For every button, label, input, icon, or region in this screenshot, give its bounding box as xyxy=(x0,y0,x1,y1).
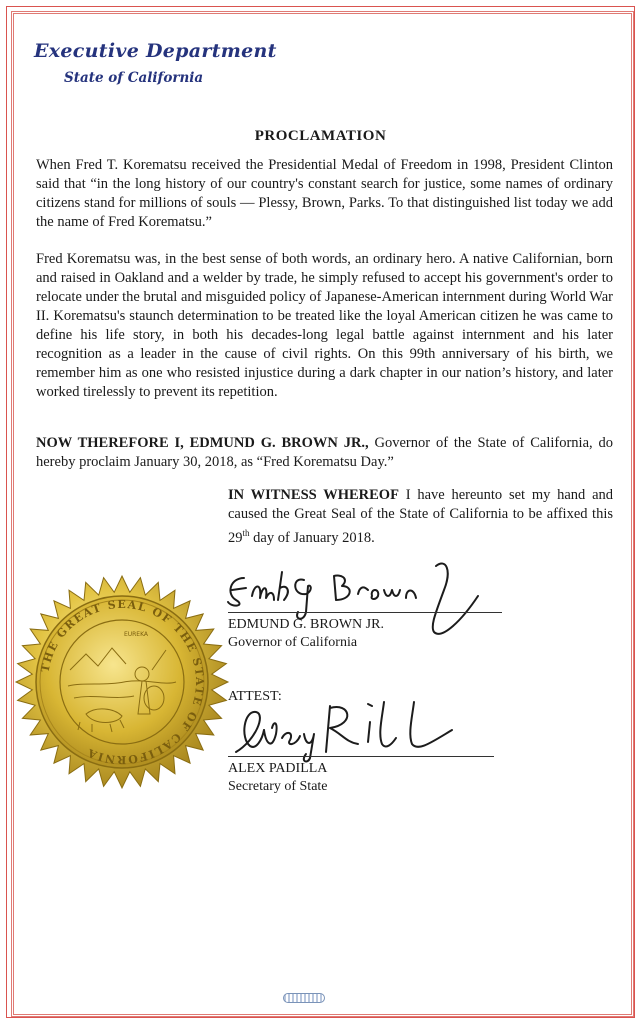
union-bug-icon xyxy=(283,993,325,1003)
great-seal-icon xyxy=(14,574,230,790)
secretary-name: ALEX PADILLA xyxy=(228,761,328,776)
proclaim-lead: NOW THEREFORE I, EDMUND G. BROWN JR., xyxy=(36,435,369,451)
state-subheading: State of California xyxy=(64,70,204,86)
union-bug-mark xyxy=(283,993,347,1003)
witness-lead: IN WITNESS WHEREOF xyxy=(228,487,399,503)
secretary-title: Secretary of State xyxy=(228,779,328,794)
governor-signature-line xyxy=(228,612,502,613)
paragraph-proclamation xyxy=(36,434,613,472)
governor-title: Governor of California xyxy=(228,635,358,650)
seal-motto: EUREKA xyxy=(123,631,149,638)
letterhead xyxy=(34,40,277,86)
governor-name: EDMUND G. BROWN JR. xyxy=(228,617,384,632)
proclaim-text: Governor of the State of California, do hereby proclaim January 30, 2018, as “Fred Korematsu Day.” xyxy=(36,435,613,470)
secretary-signature-line xyxy=(228,756,494,757)
witness-text-2: day of January 2018. xyxy=(249,529,375,546)
document-title: PROCLAMATION xyxy=(254,128,387,144)
paragraph-ordinary-hero: Fred Korematsu was, in the best sense of both words, an ordinary hero. A native Californian, born and raised in Oakland and a welder by trade, he simply refused to accept his government's order to relocate under the brutal and misguided policy of Japanese-American internment during World War II. Korematsu's staunch determination to be treated like the loyal American citizen he was came to define his life story, in both his decades-long legal battle against internment and his later recognition as a leader in the cause of civil rights. On this 99th anniversary of his birth, we remember him as one who resisted injustice during a dark chapter in our nation’s history, and later worked tirelessly to prevent its repetition. xyxy=(36,251,613,400)
attest-label: ATTEST: xyxy=(228,689,282,704)
witness-text-1: I have hereunto set my hand and caused the Great Seal of the State of California to be affixed this 29 xyxy=(228,487,614,546)
seal-ring-text: THE GREAT SEAL OF THE STATE OF CALIFORNIA xyxy=(38,597,207,767)
paragraph-medal-of-freedom: When Fred T. Korematsu received the Presidential Medal of Freedom in 1998, President Clinton said that “in the long history of our country's constant search for justice, some names of ordinary citizens stand for millions of souls — Plessy, Brown, Parks. To that distinguished list today we add the name of Fred Korematsu.” xyxy=(36,157,613,230)
witness-superscript: th xyxy=(242,528,250,538)
witness-clause xyxy=(228,486,613,548)
department-heading: Executive Department xyxy=(34,40,277,62)
